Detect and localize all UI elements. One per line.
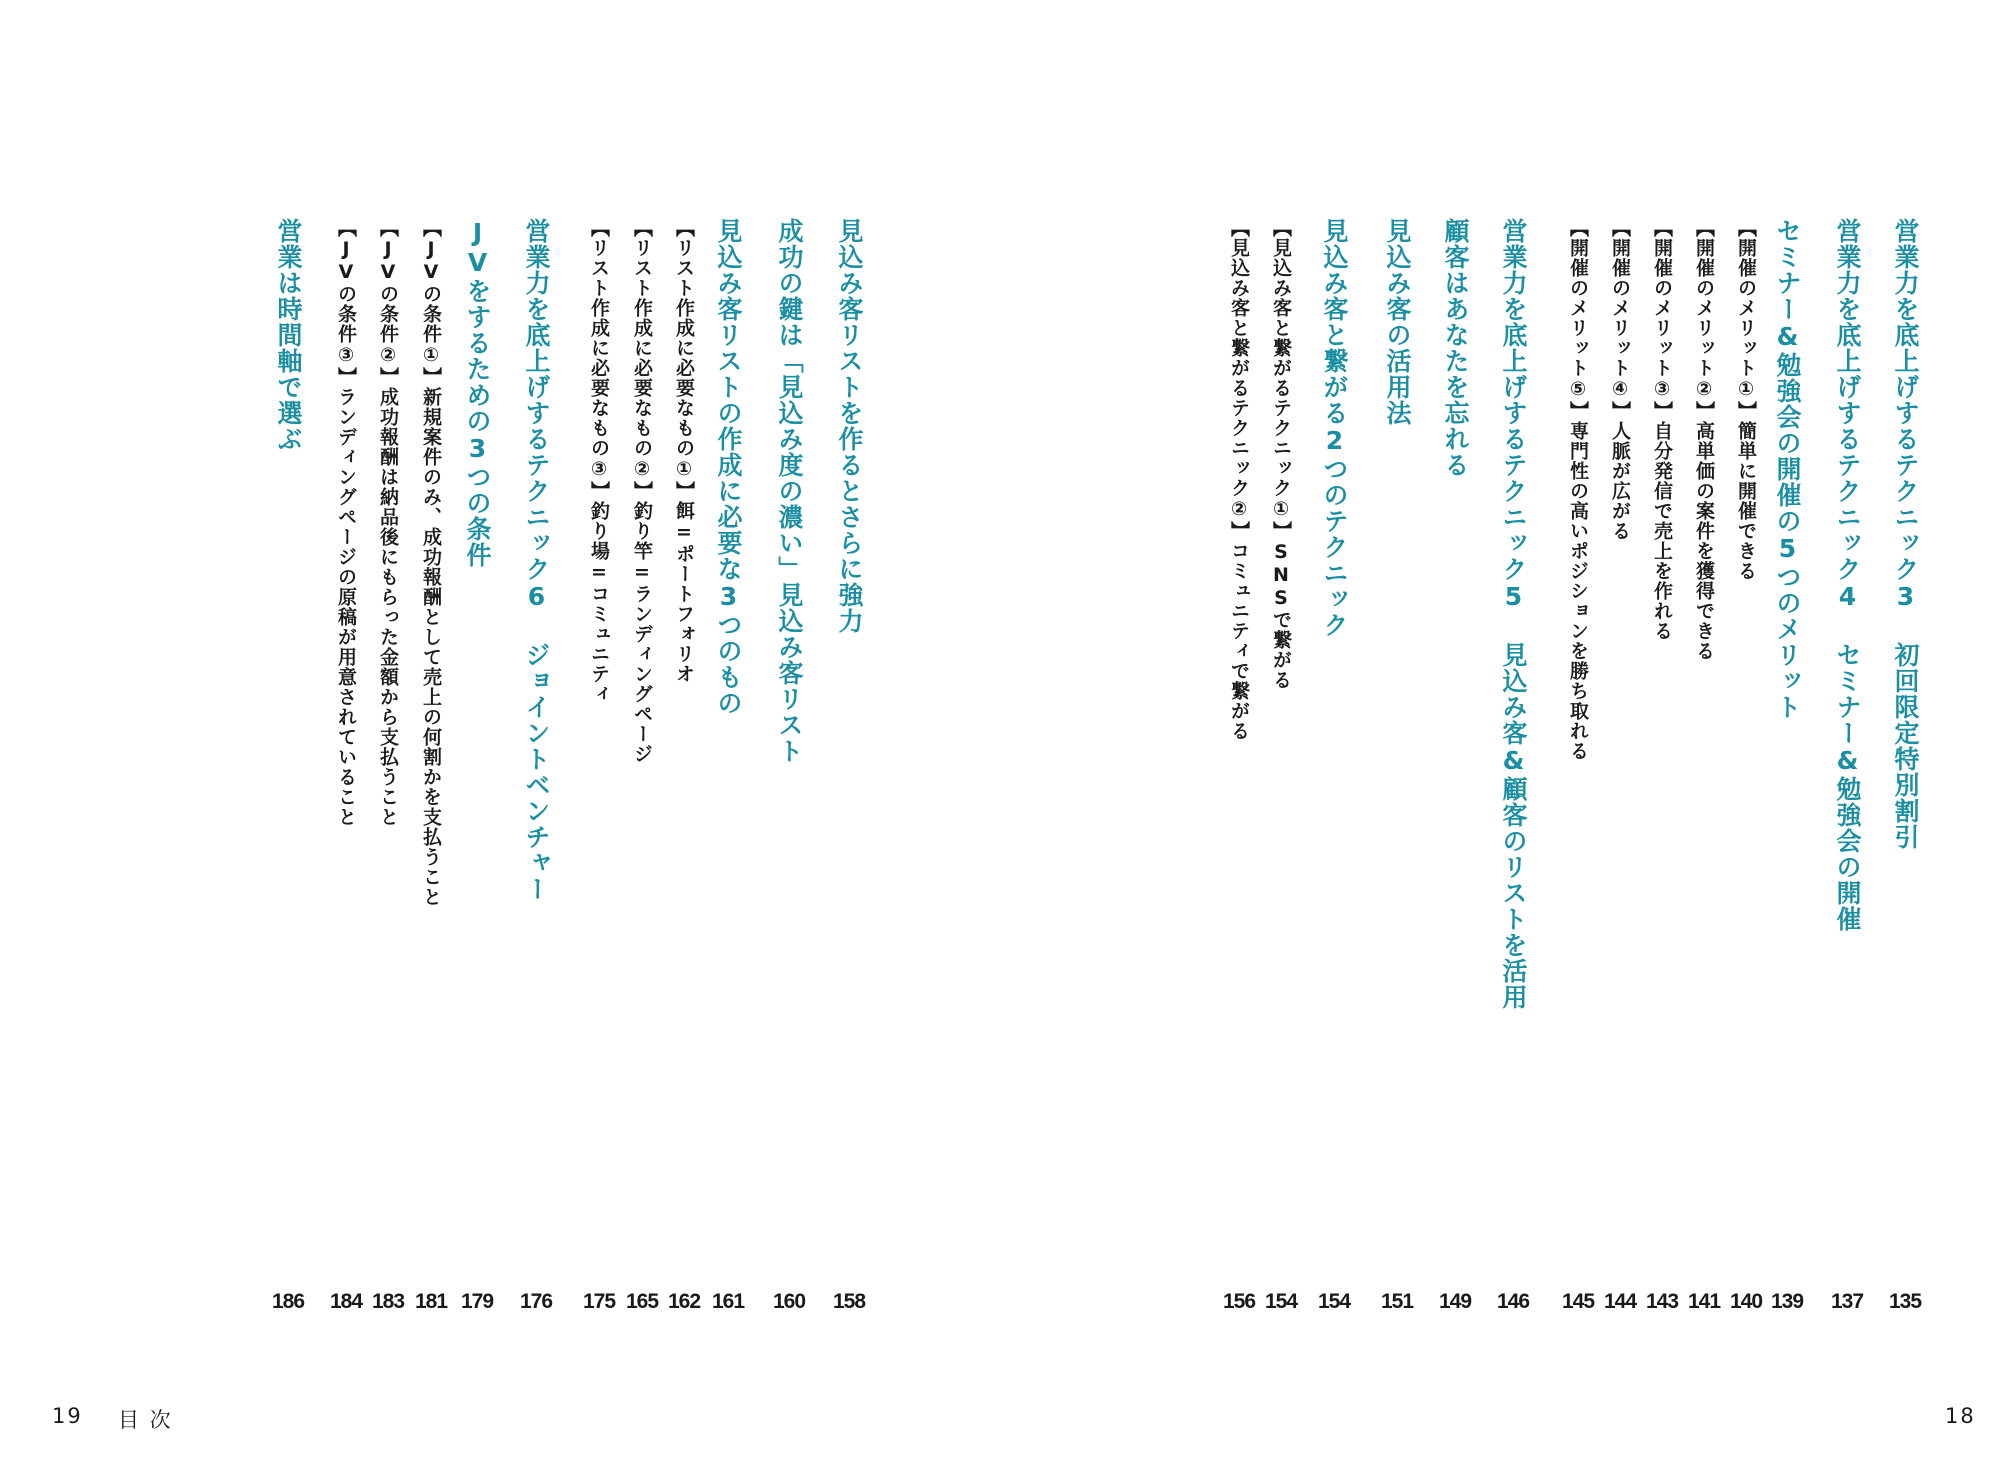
toc-entry [411, 218, 451, 1330]
toc-heading: 営業力を底上げするテクニック4 セミナー&勉強会の開催 [1833, 218, 1862, 932]
toc-heading: セミナー&勉強会の開催の5つのメリット [1773, 218, 1802, 720]
toc-page-number: 145 [1561, 1290, 1595, 1313]
toc-entry [708, 218, 748, 1330]
toc-page-number: 143 [1645, 1290, 1679, 1313]
toc-page-number: 158 [832, 1290, 866, 1313]
toc-page-number: 156 [1222, 1290, 1256, 1313]
right-page-number: 18 [1945, 1404, 1976, 1428]
toc-entry [1493, 218, 1533, 1330]
toc-entry [1314, 218, 1354, 1330]
toc-entry [1885, 218, 1925, 1330]
toc-page-number: 149 [1438, 1290, 1472, 1313]
toc-entry [268, 218, 308, 1330]
toc-entry [1435, 218, 1475, 1330]
toc-page-number: 144 [1603, 1290, 1637, 1313]
toc-heading: 営業力を底上げするテクニック3 初回限定特別割引 [1891, 218, 1920, 850]
toc-item: 【開催のメリット②】高単価の案件を獲得できる [1693, 218, 1715, 661]
toc-page-number: 179 [460, 1290, 494, 1313]
toc-item: 【リスト作成に必要なもの③】釣り場=コミュニティ [588, 218, 610, 704]
toc-item: 【JVの条件①】新規案件のみ、成功報酬として売上の何割かを支払うこと [420, 218, 442, 907]
toc-page-number: 151 [1380, 1290, 1414, 1313]
toc-entry [457, 218, 497, 1330]
toc-heading: 見込み客リストを作るとさらに強力 [835, 218, 864, 634]
toc-item: 【リスト作成に必要なもの①】餌=ポートフォリオ [673, 218, 695, 684]
toc-item: 【リスト作成に必要なもの②】釣り竿=ランディングページ [631, 218, 653, 764]
toc-page-number: 135 [1888, 1290, 1922, 1313]
toc-page-number: 186 [271, 1290, 305, 1313]
toc-heading: 成功の鍵は「見込み度の濃い」見込み客リスト [775, 218, 804, 764]
left-page-number: 19 [52, 1404, 83, 1428]
toc-entry [1600, 218, 1640, 1330]
toc-page-number: 161 [711, 1290, 745, 1313]
toc-entry [1726, 218, 1766, 1330]
toc-page-number: 140 [1729, 1290, 1763, 1313]
toc-entry [1219, 218, 1259, 1330]
toc-page-number: 175 [582, 1290, 616, 1313]
toc-heading: 営業は時間軸で選ぶ [274, 218, 303, 452]
toc-page-number: 137 [1830, 1290, 1864, 1313]
toc-entry [664, 218, 704, 1330]
toc-entry [1767, 218, 1807, 1330]
toc-heading: 見込み客と繋がる2つのテクニック [1320, 218, 1349, 638]
toc-page-number: 176 [519, 1290, 553, 1313]
toc-page-number: 160 [772, 1290, 806, 1313]
toc-heading: 顧客はあなたを忘れる [1441, 218, 1470, 478]
toc-page-number: 146 [1496, 1290, 1530, 1313]
toc-entry [1558, 218, 1598, 1330]
toc-heading: 見込み客リストの作成に必要な3つのもの [714, 218, 743, 716]
toc-page-number: 141 [1687, 1290, 1721, 1313]
toc-page-number: 139 [1770, 1290, 1804, 1313]
toc-entry [769, 218, 809, 1330]
toc-item: 【開催のメリット④】人脈が広がる [1609, 218, 1631, 541]
toc-entry [326, 218, 366, 1330]
toc-entry [1261, 218, 1301, 1330]
toc-item: 【見込み客と繋がるテクニック①】SNSで繋がる [1270, 218, 1292, 690]
toc-entry [1827, 218, 1867, 1330]
toc-page-number: 181 [414, 1290, 448, 1313]
toc-item: 【開催のメリット⑤】専門性の高いポジションを勝ち取れる [1567, 218, 1589, 761]
toc-item: 【JVの条件③】ランディングページの原稿が用意されていること [335, 218, 357, 827]
toc-entry [516, 218, 556, 1330]
toc-item: 【JVの条件②】成功報酬は納品後にもらった金額から支払うこと [377, 218, 399, 827]
toc-item: 【開催のメリット①】簡単に開催できる [1735, 218, 1757, 581]
toc-entry [622, 218, 662, 1330]
toc-heading: 営業力を底上げするテクニック5 見込み客&顧客のリストを活用 [1499, 218, 1528, 1010]
toc-item: 【開催のメリット③】自分発信で売上を作れる [1651, 218, 1673, 641]
toc-page-number: 184 [329, 1290, 363, 1313]
toc-entry [579, 218, 619, 1330]
toc-heading: JVをするための3つの条件 [463, 218, 492, 568]
toc-page-number: 162 [667, 1290, 701, 1313]
toc-entry [368, 218, 408, 1330]
toc-page-number: 154 [1264, 1290, 1298, 1313]
running-head: 目 次 [118, 1408, 173, 1432]
toc-page-number: 183 [371, 1290, 405, 1313]
toc-heading: 見込み客の活用法 [1383, 218, 1412, 426]
toc-page-number: 165 [625, 1290, 659, 1313]
toc-item: 【見込み客と繋がるテクニック②】コミュニティで繋がる [1228, 218, 1250, 741]
toc-entry [1377, 218, 1417, 1330]
toc-heading: 営業力を底上げするテクニック6 ジョイントベンチャー [522, 218, 551, 902]
right-page [1007, 0, 2014, 1480]
toc-entry [1684, 218, 1724, 1330]
toc-page-number: 154 [1317, 1290, 1351, 1313]
toc-entry [1642, 218, 1682, 1330]
toc-entry [829, 218, 869, 1330]
